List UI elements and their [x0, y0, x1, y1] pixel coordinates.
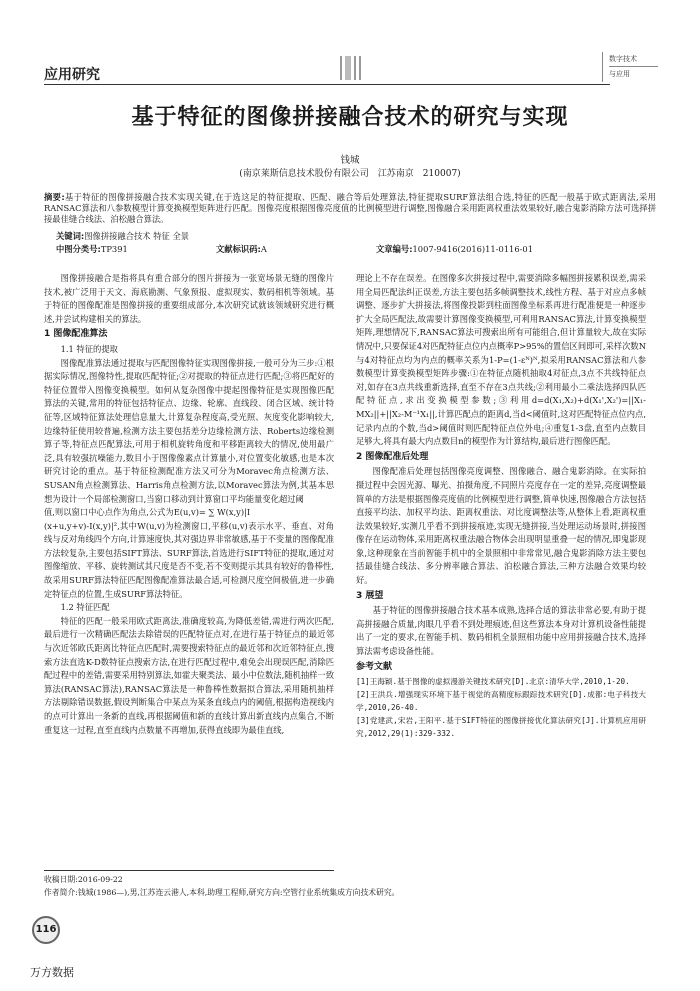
journal-logo	[602, 52, 658, 82]
reference-item: [3]党建武,宋岩,王阳平.基于SIFT特征的图像拼接优化算法研究[J].计算机应用研究,2012,29(1):329-332.	[356, 716, 646, 739]
clc-value: TP391	[100, 244, 128, 254]
reference-item: [2]王洪兵.增强现实环境下基于视觉的高精度标跟踪技术研究[D].成都:电子科技大学,2010,26-40.	[356, 690, 646, 713]
footnote-rule	[44, 870, 334, 871]
section-1-2-continued: 理论上不存在误差。在图像多次拼接过程中,需要消除多幅图拼接累积误差,需采用全局匹配法纠正误差,方法主要包括多帧调整技术,线性方程、基于对应点多帧调整、逐步扩大拼接法,将图像投影到柱面图像坐标系再进行配准便是一种逐步扩大全局匹配法,故需要计算图像变换模型,可利用RANSAC算法,计算变换模型矩阵,理想情况下,RANSAC算法可搜索出所有可能组合,但计算量较大,故在实际情况中,只要保证4对匹配特征点位内点概率P>95%的置信区间即可,采样次数N与4对特征点均为内点的概率关系为1-P=(1-εᴺ)ᴺ,拟采用RANSAC算法和八参数模型计算变换模型矩阵步骤:①在特征点随机抽取4对征点,3点不共线特征点对,如存在3点共线重新选择,直至不存在3点共线;②利用最小二乘法选择四队匹配特征点,求出变换模型参数;③利用d=d(X₁,X₂)+d(X₁',X₂')=||X₁-MX₂||+||X₂-M⁻¹X₁||,计算匹配点的距离d,当d<阈值时,这对匹配特征点位内点,记录内点的个数,当d>阈值时则匹配特征点位外电;④重复1-3盘,直至内点数目足够大,将具有最大内点数目n的模型作为计算结构,最后进行图像匹配。	[356, 273, 646, 447]
section-1-1-paragraph: 图像配准算法通过提取与匹配图像特征实现图像拼接,一般可分为三步:①根据实际情况,图像特性,提取匹配特征;②对提取的特征点进行匹配;③将匹配好的特征位置带入图像变换模型。如何从复杂图像中提起图像特征是实现图像匹配算法的关键,常用的特征包括特征点、边缘、轮廓、直线段、闭合区域、统计特征等,区域特征算法处理信息量大,计算复杂程度高,受光照、灰度变化影响较大,边缘特征使用较普遍,检测方法主要包括差分边缘检测方法、Roberts边缘检测算子等,特征点匹配算法,可用于相机旋转角度和平移距离较大的情况,使用最广泛,具有较强抗噪能力,数目小于图像像素点计算量小,对位置变化敏感,也是本次研究讨论的重点。基于特征检测配准方法又可分为Moravec角点检测方法、SUSAN角点检测算法、Harris角点检测方法,以Moravec算法为例,其基本思想为设计一个局部检测窗口,当窗口移动到计算窗口平均能量变化超过阈	[44, 357, 334, 504]
keywords-text: 图像拼接融合技术 特征 全景	[84, 231, 190, 241]
doc-label: 文献标识码:	[216, 244, 261, 254]
received-date: 收稿日期:2016-09-22	[44, 875, 123, 884]
abstract	[44, 192, 656, 225]
left-column	[44, 272, 334, 737]
doc-value: A	[260, 244, 267, 254]
section-label: 应用研究	[44, 67, 100, 83]
keywords	[56, 230, 189, 242]
section-2-heading: 2 图像配准后处理	[356, 451, 429, 462]
header-bars-decoration	[340, 56, 361, 80]
reference-item: [1]王海颖.基于图像的虚拟漫游关键技术研究[D].北京:清华大学,2010,1-20.	[356, 677, 630, 687]
section-3-heading: 3 展望	[356, 590, 384, 601]
article-label: 文章编号:	[376, 244, 413, 254]
footer-brand: 万方数据	[30, 966, 74, 979]
section-1-1-heading: 1.1 特征的提取	[60, 343, 118, 354]
section-2-paragraph: 图像配准后处理包括图像亮度调整、图像融合、融合鬼影消除。在实际拍摄过程中会因光源、曝光、拍摄角度,不同照片亮度存在一定的差异,亮度调整最简单的方法是根据图像亮度值的比例模型进行调整,简单快速,图像融合方法包括直接平均法、加权平均法、距离权重法、对比度调整法等,从整体上看,距离权重法效果较好,实测几乎看不到拼接痕迹,实现无缝拼接,当处理运动场景时,拼接图像存在运动物体,采用距离权重法融合物体会出现明显重叠一起的情况,即鬼影现象,这种现象在当前智能手机中的全景照相中非常常见,融合鬼影消除方法主要包括最佳缝合线法、多分辨率融合算法、泊松融合算法,三种方法融合效果均较好。	[356, 466, 646, 586]
clc-label: 中图分类号:	[56, 244, 101, 254]
intro-paragraph: 图像拼接融合是指将具有重合部分的图片拼接为一张宽场景无缝的图像片技术,被广泛用于天文、海底勘测、气象预报、虚拟现实、数码相机等领域。基于特征的图像配准是图像拼接的重要组成部分,本次研究试就该领域研究进行概述,并尝试构建相关的算法。	[44, 273, 334, 324]
journal-logo-line1: 数字技术	[609, 52, 658, 67]
author-bio: 作者简介:钱城(1986—),男,江苏连云港人,本科,助理工程师,研究方向:空管行业系统集成方向技术研究。	[44, 888, 400, 897]
right-column	[356, 272, 646, 740]
section-1-2-heading: 1.2 特征匹配	[60, 602, 110, 613]
section-1-heading: 1 图像配准算法	[44, 329, 108, 340]
affiliation: (南京莱斯信息技术股份有限公司 江苏南京 210007)	[239, 169, 461, 179]
page-number: 116	[32, 916, 60, 944]
paper-title: 基于特征的图像拼接融合技术的研究与实现	[131, 104, 569, 130]
header-rule	[44, 84, 610, 85]
journal-logo-line2: 与应用	[609, 70, 630, 78]
author: 钱城	[340, 155, 360, 166]
abstract-text: 基于特征的图像拼接融合技术实现关键,在于选这足的特征提取、匹配、融合等后处理算法,特征提取SURF算法组合选,特征的匹配一般基于欧式距离法,采用RANSAC算法和八参数模型计算变换模型矩阵进行匹配。图像亮度根据图像亮度值的比例模型进行调整,图像融合采用距离权重法效果较好,融合鬼影消除方法可选择拼接最佳缝合线法、泊松融合算法。	[44, 192, 656, 224]
section-1-2-paragraph: 特征的匹配一般采用欧式距离法,准确度较高,为降低差错,需进行两次匹配,最后进行一次精确匹配法去除错误的匹配特征点对,在进行基于特征点的最近邻与次近邻欧氏距离比特征点匹配时,需要搜索特征点的最近邻和次近邻特征点,搜索方法直选K-D数特征点搜索方法,在进行匹配过程中,难免会出现误匹配,消除匹配过程中的差错,需要采用特别算法,如霍夫聚类法、最小中位数法,随机抽样一致算法(RANSAC算法),RANSAC算法是一种鲁棒性数据拟合算法,采用随机抽样方法剔除错误数据,假设判断集合中某点为某条直线点内的阈值,根据构造视线内的点可计算出一条新的直线,再根据阈值和新的直线计算出新直线内点集合,不断重复这一过程,直至直线内点数量不再增加,获得直线即为最佳直线,	[44, 615, 335, 735]
moravec-formula: 值,则以窗口中心点作为角点,公式为E(u,v)= ∑ W(x,y)|I	[44, 507, 251, 518]
keywords-label: 关键词:	[56, 231, 85, 241]
section-1-1-paragraph-2: (x+u,y+v)-I(x,y)|²,其中W(u,v)为检测窗口,平移(u,v)表示水平、垂直、对角线与反对角线四个方向,计算速度快,其对强边界非常敏感,基于不变量的图像配准方法较复杂,主要包括SIFT算法、SURF算法,首选进行SIFT特征的提取,通过对图像缩放、平移、旋转测试其尺度是否不变,若不变则提示其具有较好的鲁棒性,故采用SURF算法特征匹配图像配准算法最合适,可检测尺度空间极值,进一步确定特征点的位置,生成SURF算法特征。	[44, 520, 335, 599]
classification-meta	[56, 243, 616, 255]
section-3-paragraph: 基于特征的图像拼接融合技术基本成熟,选择合适的算法非常必要,有助于提高拼接融合质量,肉眼几乎看不到处理痕迹,但这些算法本身对计算机设备性能提出了一定的要求,在智能手机、数码相机全景照相功能中应用拼接融合技术,选择算法需考虑设备性能。	[356, 605, 646, 657]
references-heading: 参考文献	[356, 661, 393, 672]
article-value: 1007-9416(2016)11-0116-01	[412, 244, 533, 254]
abstract-label: 摘要:	[44, 192, 65, 202]
